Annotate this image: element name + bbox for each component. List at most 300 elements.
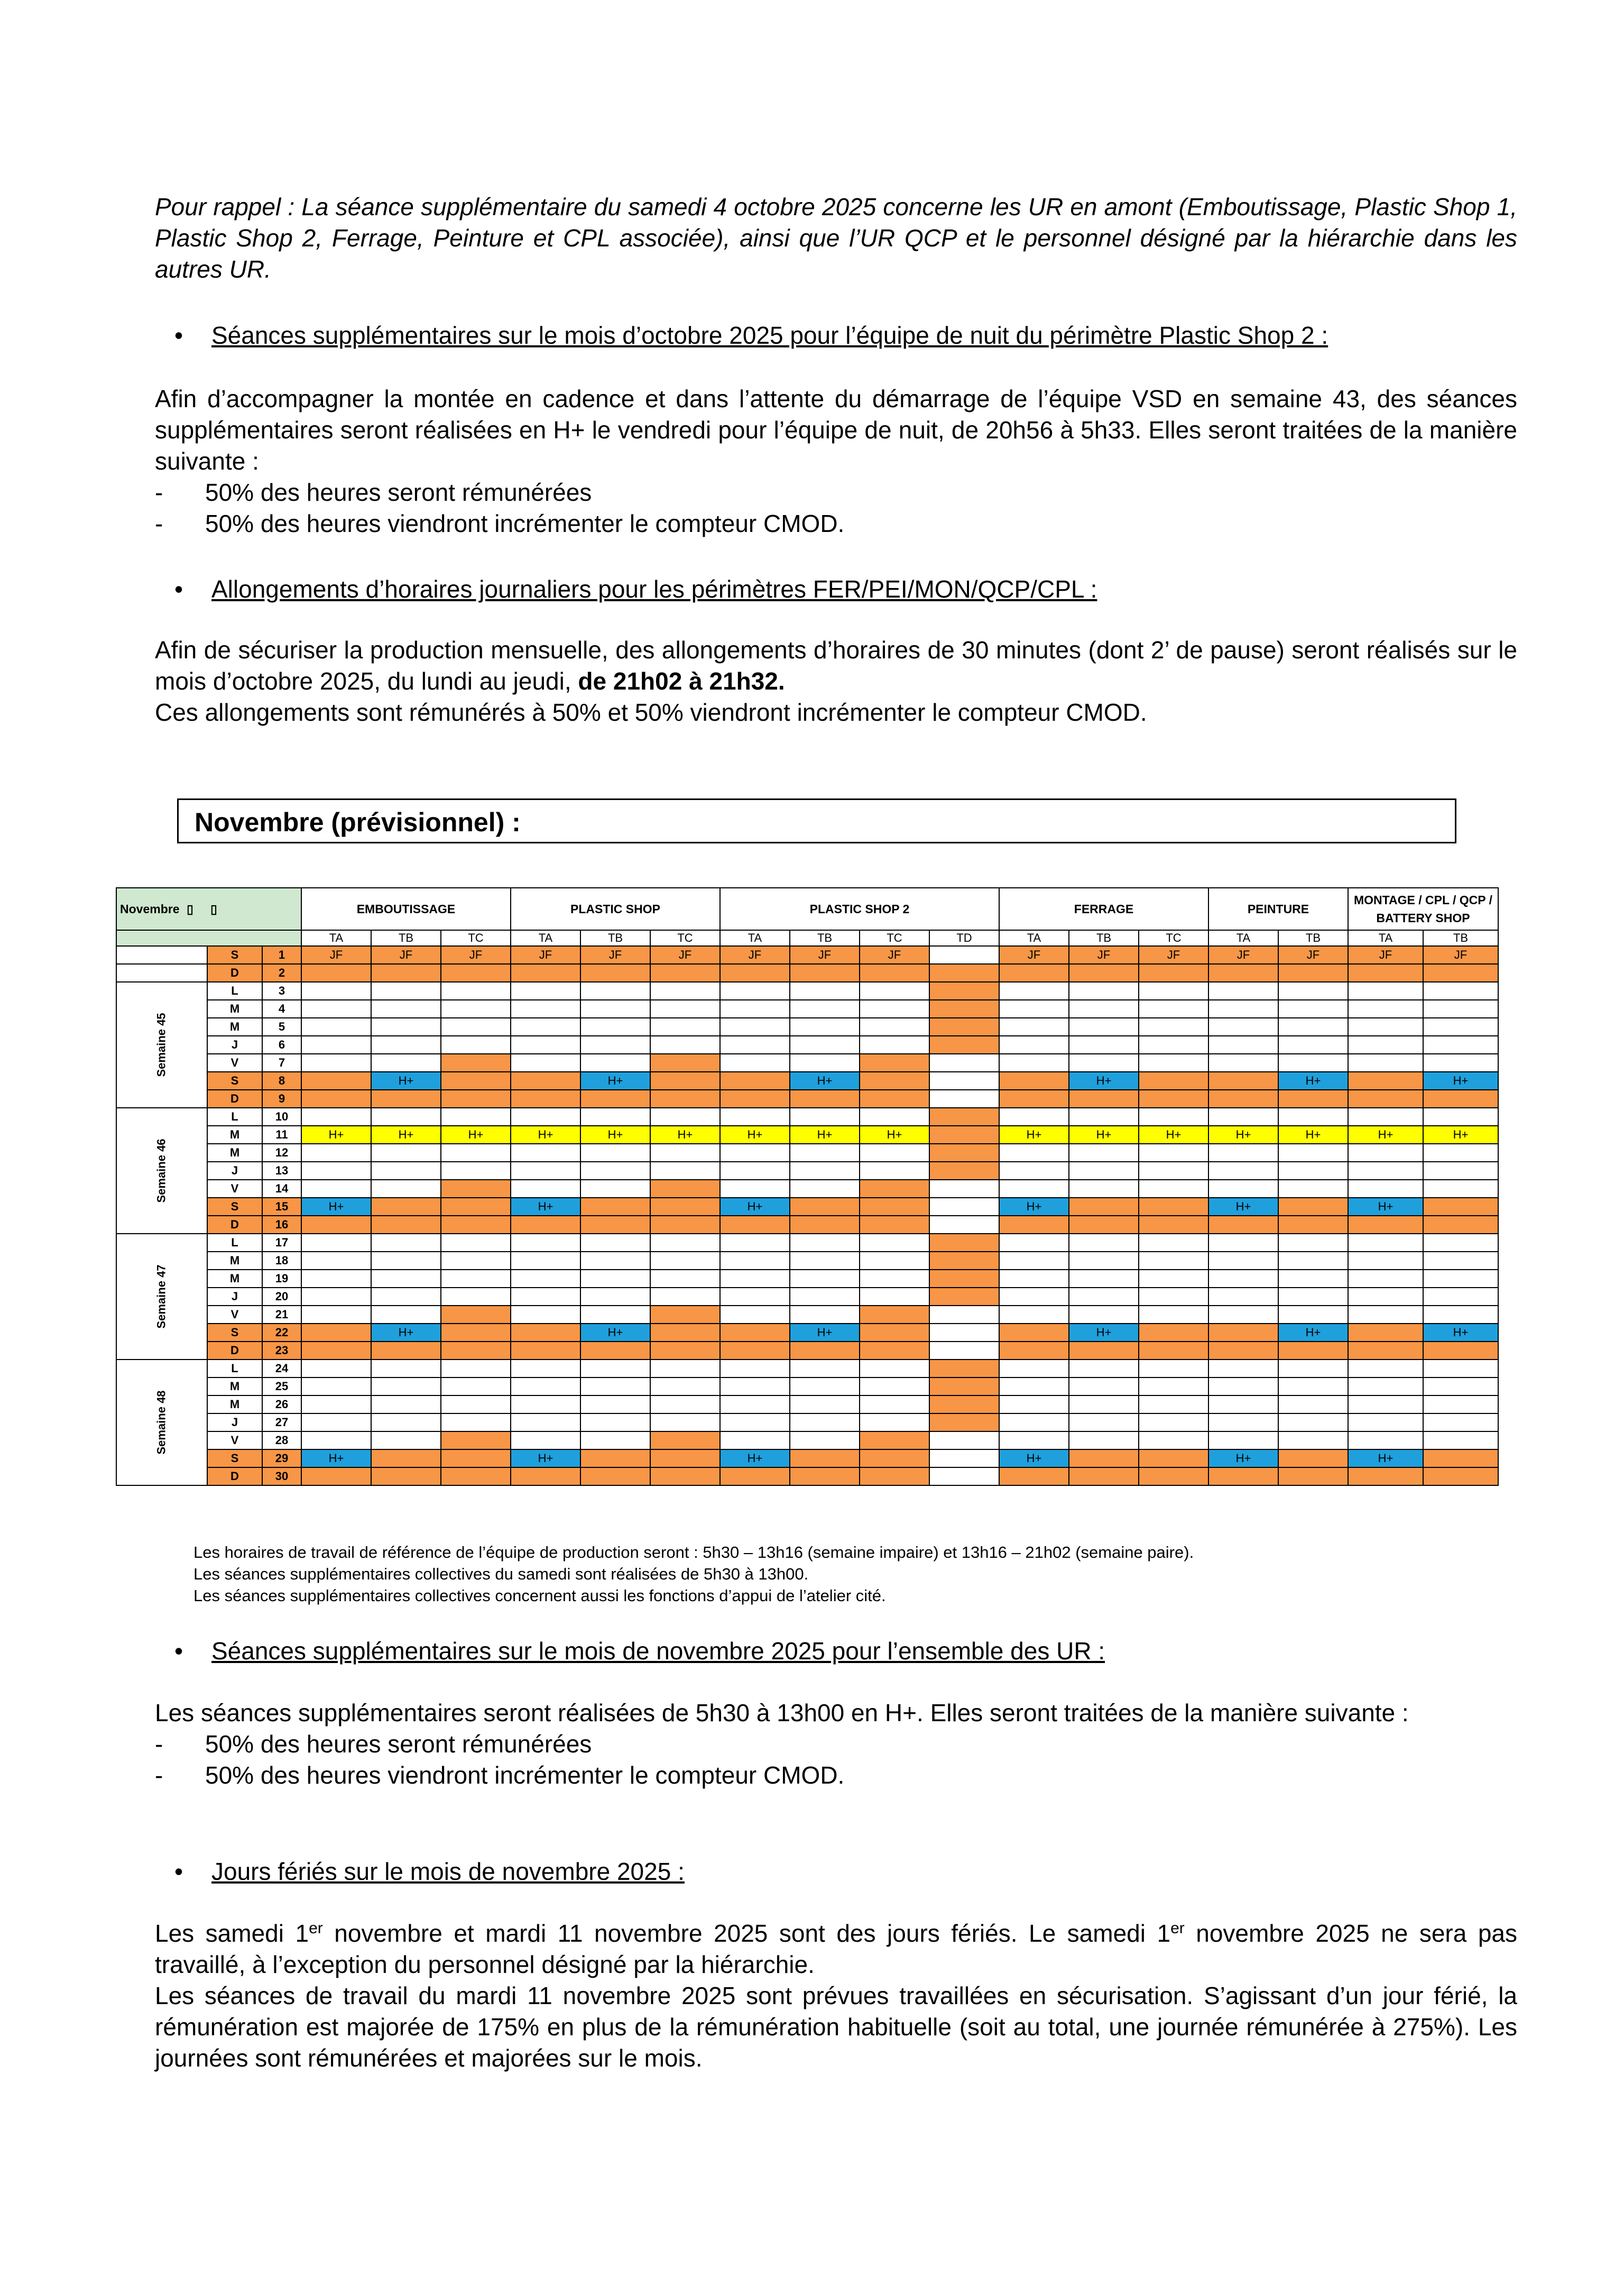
schedule-cell	[301, 1072, 371, 1090]
day-row	[116, 1324, 1498, 1342]
schedule-cell	[511, 1395, 580, 1413]
schedule-cell	[1348, 1162, 1423, 1180]
schedule-cell	[929, 1270, 999, 1288]
schedule-cell	[1278, 1180, 1348, 1198]
schedule-cell	[1423, 1090, 1498, 1108]
schedule-cell	[860, 982, 929, 1000]
schedule-cell	[301, 1360, 371, 1377]
schedule-cell	[1348, 1090, 1423, 1108]
schedule-cell	[371, 1270, 441, 1288]
schedule-cell	[929, 1395, 999, 1413]
schedule-cell	[860, 1216, 929, 1234]
shift-column-header: TB	[1423, 930, 1498, 946]
schedule-cell	[1069, 1360, 1139, 1377]
schedule-cell	[1348, 1018, 1423, 1036]
day-row	[116, 1413, 1498, 1431]
schedule-cell	[1139, 1360, 1208, 1377]
schedule-cell	[650, 1108, 720, 1126]
schedule-cell	[1069, 1234, 1139, 1252]
day-number: 28	[262, 1431, 301, 1449]
schedule-cell	[441, 1449, 511, 1467]
schedule-cell	[860, 1360, 929, 1377]
schedule-cell	[1208, 1216, 1278, 1234]
schedule-cell	[999, 1467, 1069, 1485]
schedule-cell	[999, 1342, 1069, 1360]
schedule-cell: JF	[511, 946, 580, 964]
day-letter: D	[207, 1216, 262, 1234]
schedule-cell	[1278, 1198, 1348, 1216]
schedule-cell	[511, 1108, 580, 1126]
day-row	[116, 982, 1498, 1000]
schedule-cell	[720, 1072, 790, 1090]
schedule-cell	[441, 1162, 511, 1180]
schedule-cell: H+	[1423, 1324, 1498, 1342]
schedule-cell	[580, 1449, 650, 1467]
schedule-cell	[580, 1180, 650, 1198]
schedule-cell	[511, 1000, 580, 1018]
section2-paragraph-2: Ces allongements sont rémunérés à 50% et 50% viendront incrémenter le compteur CMOD.	[155, 699, 1147, 726]
schedule-cell	[1423, 1234, 1498, 1252]
schedule-cell	[929, 1072, 999, 1090]
day-letter: S	[207, 1072, 262, 1090]
schedule-cell	[650, 1144, 720, 1162]
schedule-cell: H+	[1348, 1449, 1423, 1467]
day-letter: L	[207, 1234, 262, 1252]
schedule-cell	[1423, 1395, 1498, 1413]
schedule-cell	[790, 1216, 860, 1234]
schedule-cell	[929, 1431, 999, 1449]
schedule-cell	[860, 1198, 929, 1216]
schedule-cell: JF	[790, 946, 860, 964]
day-number: 12	[262, 1144, 301, 1162]
bullet-icon: •	[174, 575, 183, 603]
schedule-cell	[580, 964, 650, 982]
schedule-cell	[511, 1216, 580, 1234]
day-row	[116, 1377, 1498, 1395]
schedule-cell	[511, 1144, 580, 1162]
week-label: Semaine 48	[116, 1360, 207, 1485]
day-row	[116, 1072, 1498, 1090]
schedule-cell: H+	[650, 1126, 720, 1144]
schedule-cell	[790, 1198, 860, 1216]
schedule-cell	[790, 1395, 860, 1413]
day-number: 29	[262, 1449, 301, 1467]
day-letter: J	[207, 1288, 262, 1306]
day-letter: J	[207, 1036, 262, 1054]
day-letter: J	[207, 1413, 262, 1431]
schedule-cell	[1423, 1467, 1498, 1485]
schedule-cell	[1069, 1467, 1139, 1485]
schedule-cell	[1069, 1449, 1139, 1467]
schedule-cell	[1139, 1144, 1208, 1162]
schedule-cell	[441, 1072, 511, 1090]
schedule-cell	[1348, 1467, 1423, 1485]
schedule-cell	[371, 1288, 441, 1306]
schedule-cell	[371, 1090, 441, 1108]
schedule-cell	[1348, 1252, 1423, 1270]
shift-column-header: TB	[1069, 930, 1139, 946]
schedule-cell	[301, 1036, 371, 1054]
schedule-cell	[441, 1090, 511, 1108]
schedule-cell	[441, 1270, 511, 1288]
schedule-cell: H+	[860, 1126, 929, 1144]
schedule-cell	[929, 1467, 999, 1485]
schedule-cell	[441, 982, 511, 1000]
schedule-cell	[580, 1000, 650, 1018]
schedule-cell	[1278, 1449, 1348, 1467]
shift-column-header: TB	[580, 930, 650, 946]
schedule-cell	[720, 1377, 790, 1395]
schedule-cell	[999, 1180, 1069, 1198]
day-letter: S	[207, 1449, 262, 1467]
day-number: 30	[262, 1467, 301, 1485]
schedule-cell	[999, 1431, 1069, 1449]
schedule-cell	[860, 1144, 929, 1162]
schedule-cell	[371, 1377, 441, 1395]
schedule-cell	[860, 1234, 929, 1252]
schedule-cell	[1348, 1360, 1423, 1377]
schedule-cell	[1139, 1072, 1208, 1090]
schedule-cell	[580, 1234, 650, 1252]
schedule-cell	[1208, 1360, 1278, 1377]
schedule-cell	[650, 964, 720, 982]
schedule-cell	[1278, 1413, 1348, 1431]
day-letter: M	[207, 1270, 262, 1288]
schedule-cell	[441, 964, 511, 982]
schedule-cell	[650, 1000, 720, 1018]
schedule-cell	[1069, 1198, 1139, 1216]
day-number: 4	[262, 1000, 301, 1018]
schedule-cell	[511, 1252, 580, 1270]
schedule-cell	[720, 1234, 790, 1252]
schedule-cell	[1348, 1054, 1423, 1072]
schedule-cell	[371, 1395, 441, 1413]
schedule-cell: H+	[1208, 1449, 1278, 1467]
schedule-cell	[1278, 1090, 1348, 1108]
schedule-cell	[929, 1234, 999, 1252]
schedule-cell	[929, 1036, 999, 1054]
schedule-cell: H+	[999, 1198, 1069, 1216]
schedule-cell	[929, 964, 999, 982]
schedule-cell	[1069, 982, 1139, 1000]
schedule-cell	[441, 1467, 511, 1485]
schedule-cell	[720, 1467, 790, 1485]
schedule-cell	[1208, 1072, 1278, 1090]
schedule-cell	[1278, 1270, 1348, 1288]
schedule-cell: JF	[720, 946, 790, 964]
schedule-cell: H+	[580, 1324, 650, 1342]
schedule-cell	[999, 1306, 1069, 1324]
schedule-cell	[1348, 1144, 1423, 1162]
schedule-cell	[1423, 1288, 1498, 1306]
day-number: 14	[262, 1180, 301, 1198]
schedule-cell	[1069, 1431, 1139, 1449]
subheader-row	[116, 930, 1498, 946]
schedule-cell	[790, 1288, 860, 1306]
schedule-cell	[860, 1377, 929, 1395]
schedule-cell	[1208, 1018, 1278, 1036]
schedule-cell	[790, 1431, 860, 1449]
schedule-cell	[1278, 1431, 1348, 1449]
schedule-cell	[720, 1036, 790, 1054]
day-letter: L	[207, 1108, 262, 1126]
schedule-cell	[441, 1342, 511, 1360]
schedule-cell	[650, 1342, 720, 1360]
schedule-cell	[1208, 1270, 1278, 1288]
schedule-cell	[790, 964, 860, 982]
schedule-cell	[650, 1072, 720, 1090]
schedule-cell	[650, 1018, 720, 1036]
day-number: 24	[262, 1360, 301, 1377]
section2-body	[155, 635, 1517, 728]
schedule-cell: JF	[371, 946, 441, 964]
shift-column-header: TC	[650, 930, 720, 946]
schedule-cell	[441, 1234, 511, 1252]
schedule-cell	[301, 1252, 371, 1270]
schedule-cell	[999, 1395, 1069, 1413]
schedule-cell: H+	[511, 1126, 580, 1144]
day-number: 5	[262, 1018, 301, 1036]
schedule-cell	[929, 1413, 999, 1431]
schedule-cell	[720, 1000, 790, 1018]
day-row	[116, 1360, 1498, 1377]
schedule-cell	[929, 1180, 999, 1198]
schedule-cell	[1208, 1324, 1278, 1342]
schedule-cell	[1348, 1234, 1423, 1252]
schedule-cell	[1423, 964, 1498, 982]
day-letter: D	[207, 964, 262, 982]
schedule-cell	[720, 1431, 790, 1449]
schedule-cell	[1278, 1467, 1348, 1485]
day-letter: L	[207, 982, 262, 1000]
schedule-cell	[301, 1270, 371, 1288]
schedule-cell	[301, 964, 371, 982]
schedule-cell: H+	[511, 1449, 580, 1467]
schedule-cell	[511, 1036, 580, 1054]
schedule-cell	[1423, 1054, 1498, 1072]
schedule-cell: H+	[580, 1126, 650, 1144]
bullet-icon: •	[174, 322, 183, 349]
schedule-cell: H+	[1278, 1324, 1348, 1342]
schedule-cell: H+	[720, 1449, 790, 1467]
schedule-cell	[1423, 1270, 1498, 1288]
schedule-cell	[1208, 1252, 1278, 1270]
section1-item-1: - 50% des heures seront rémunérées	[155, 479, 592, 506]
week-cell-empty	[116, 946, 207, 964]
schedule-cell	[929, 1306, 999, 1324]
schedule-cell	[371, 1198, 441, 1216]
schedule-cell	[1208, 1000, 1278, 1018]
schedule-cell	[441, 1108, 511, 1126]
schedule-cell: H+	[1069, 1126, 1139, 1144]
schedule-cell	[720, 1288, 790, 1306]
schedule-cell	[650, 1395, 720, 1413]
day-letter: D	[207, 1090, 262, 1108]
schedule-cell	[860, 1288, 929, 1306]
day-letter: D	[207, 1467, 262, 1485]
schedule-cell	[1069, 1108, 1139, 1126]
schedule-cell	[650, 1288, 720, 1306]
day-letter: M	[207, 1000, 262, 1018]
schedule-cell	[790, 1467, 860, 1485]
schedule-cell	[1139, 1306, 1208, 1324]
schedule-cell	[650, 1090, 720, 1108]
schedule-cell	[1278, 1342, 1348, 1360]
shift-column-header: TC	[1139, 930, 1208, 946]
schedule-cell	[580, 1431, 650, 1449]
schedule-cell	[511, 1054, 580, 1072]
section3-item-2: - 50% des heures viendront incrémenter le compteur CMOD.	[155, 1761, 845, 1789]
schedule-cell: H+	[1423, 1072, 1498, 1090]
schedule-cell	[790, 1449, 860, 1467]
schedule-cell	[999, 1108, 1069, 1126]
schedule-cell	[929, 1090, 999, 1108]
schedule-cell	[650, 1306, 720, 1324]
schedule-cell	[580, 1054, 650, 1072]
schedule-cell	[511, 964, 580, 982]
schedule-cell: H+	[720, 1198, 790, 1216]
shift-column-header: TB	[790, 930, 860, 946]
schedule-cell	[1423, 1216, 1498, 1234]
schedule-cell	[441, 1180, 511, 1198]
day-row	[116, 1395, 1498, 1413]
day-number: 2	[262, 964, 301, 982]
schedule-cell	[650, 1054, 720, 1072]
schedule-cell	[650, 1252, 720, 1270]
schedule-cell	[1423, 1180, 1498, 1198]
schedule-cell: H+	[511, 1198, 580, 1216]
schedule-cell	[860, 1000, 929, 1018]
schedule-cell	[441, 1054, 511, 1072]
schedule-cell	[511, 1090, 580, 1108]
schedule-cell	[441, 1252, 511, 1270]
shift-column-header: TB	[1278, 930, 1348, 946]
day-letter: S	[207, 946, 262, 964]
schedule-cell	[371, 1054, 441, 1072]
day-row	[116, 1216, 1498, 1234]
schedule-cell	[580, 1377, 650, 1395]
shift-column-header: TA	[1348, 930, 1423, 946]
schedule-cell	[860, 1270, 929, 1288]
schedule-cell	[1069, 1180, 1139, 1198]
schedule-cell	[1423, 1198, 1498, 1216]
schedule-cell	[1069, 1288, 1139, 1306]
schedule-cell: JF	[1278, 946, 1348, 964]
schedule-cell	[1348, 1180, 1423, 1198]
schedule-cell	[371, 1252, 441, 1270]
week-label: Semaine 45	[116, 982, 207, 1108]
schedule-cell	[371, 1018, 441, 1036]
november-schedule-table	[116, 887, 1499, 1486]
schedule-cell	[999, 1054, 1069, 1072]
schedule-cell	[1208, 1431, 1278, 1449]
schedule-cell	[1069, 1413, 1139, 1431]
schedule-cell	[929, 1342, 999, 1360]
schedule-cell	[720, 1054, 790, 1072]
schedule-cell	[580, 1018, 650, 1036]
schedule-cell	[441, 1306, 511, 1324]
schedule-cell	[929, 1000, 999, 1018]
schedule-cell	[371, 1449, 441, 1467]
schedule-cell	[1423, 982, 1498, 1000]
header-row	[116, 888, 1498, 930]
schedule-cell	[1348, 1108, 1423, 1126]
day-number: 13	[262, 1162, 301, 1180]
schedule-cell	[790, 1108, 860, 1126]
day-row	[116, 1342, 1498, 1360]
schedule-cell	[790, 1342, 860, 1360]
schedule-cell	[1069, 1270, 1139, 1288]
schedule-cell	[580, 1036, 650, 1054]
schedule-cell	[371, 1234, 441, 1252]
group-header: PEINTURE	[1208, 888, 1348, 930]
schedule-cell	[1139, 982, 1208, 1000]
day-row	[116, 1306, 1498, 1324]
schedule-cell	[1139, 1395, 1208, 1413]
schedule-cell	[1139, 1162, 1208, 1180]
day-row	[116, 1018, 1498, 1036]
schedule-cell	[999, 1377, 1069, 1395]
schedule-cell	[1139, 1324, 1208, 1342]
schedule-cell	[720, 1180, 790, 1198]
day-row	[116, 1270, 1498, 1288]
schedule-cell	[790, 1252, 860, 1270]
schedule-cell	[580, 1108, 650, 1126]
schedule-cell	[511, 1324, 580, 1342]
schedule-cell	[441, 1036, 511, 1054]
schedule-cell	[650, 1036, 720, 1054]
schedule-cell	[650, 1467, 720, 1485]
schedule-cell	[1208, 1377, 1278, 1395]
schedule-cell	[999, 982, 1069, 1000]
day-number: 7	[262, 1054, 301, 1072]
schedule-cell	[929, 1288, 999, 1306]
schedule-cell	[720, 1306, 790, 1324]
schedule-cell	[301, 1090, 371, 1108]
day-row	[116, 1467, 1498, 1485]
schedule-cell	[1208, 1288, 1278, 1306]
schedule-cell	[511, 1377, 580, 1395]
day-number: 25	[262, 1377, 301, 1395]
day-letter: M	[207, 1252, 262, 1270]
schedule-cell	[720, 1413, 790, 1431]
schedule-cell	[1278, 1234, 1348, 1252]
schedule-cell	[511, 1072, 580, 1090]
schedule-cell	[790, 1377, 860, 1395]
schedule-cell	[650, 1360, 720, 1377]
schedule-cell	[1278, 982, 1348, 1000]
schedule-cell	[860, 1162, 929, 1180]
schedule-cell	[580, 1360, 650, 1377]
schedule-cell: JF	[580, 946, 650, 964]
schedule-cell	[929, 1144, 999, 1162]
schedule-cell	[860, 1324, 929, 1342]
schedule-cell	[1348, 1395, 1423, 1413]
day-number: 16	[262, 1216, 301, 1234]
schedule-cell	[1069, 1018, 1139, 1036]
day-number: 8	[262, 1072, 301, 1090]
table-corner: Novembre ▯ ▯	[116, 888, 301, 930]
schedule-cell	[1139, 1342, 1208, 1360]
schedule-cell	[1139, 1018, 1208, 1036]
schedule-cell	[1208, 1234, 1278, 1252]
schedule-cell	[301, 1234, 371, 1252]
schedule-cell	[1423, 1342, 1498, 1360]
schedule-cell	[1139, 1198, 1208, 1216]
schedule-cell: JF	[650, 946, 720, 964]
schedule-cell	[1069, 1036, 1139, 1054]
schedule-cell	[1139, 1090, 1208, 1108]
